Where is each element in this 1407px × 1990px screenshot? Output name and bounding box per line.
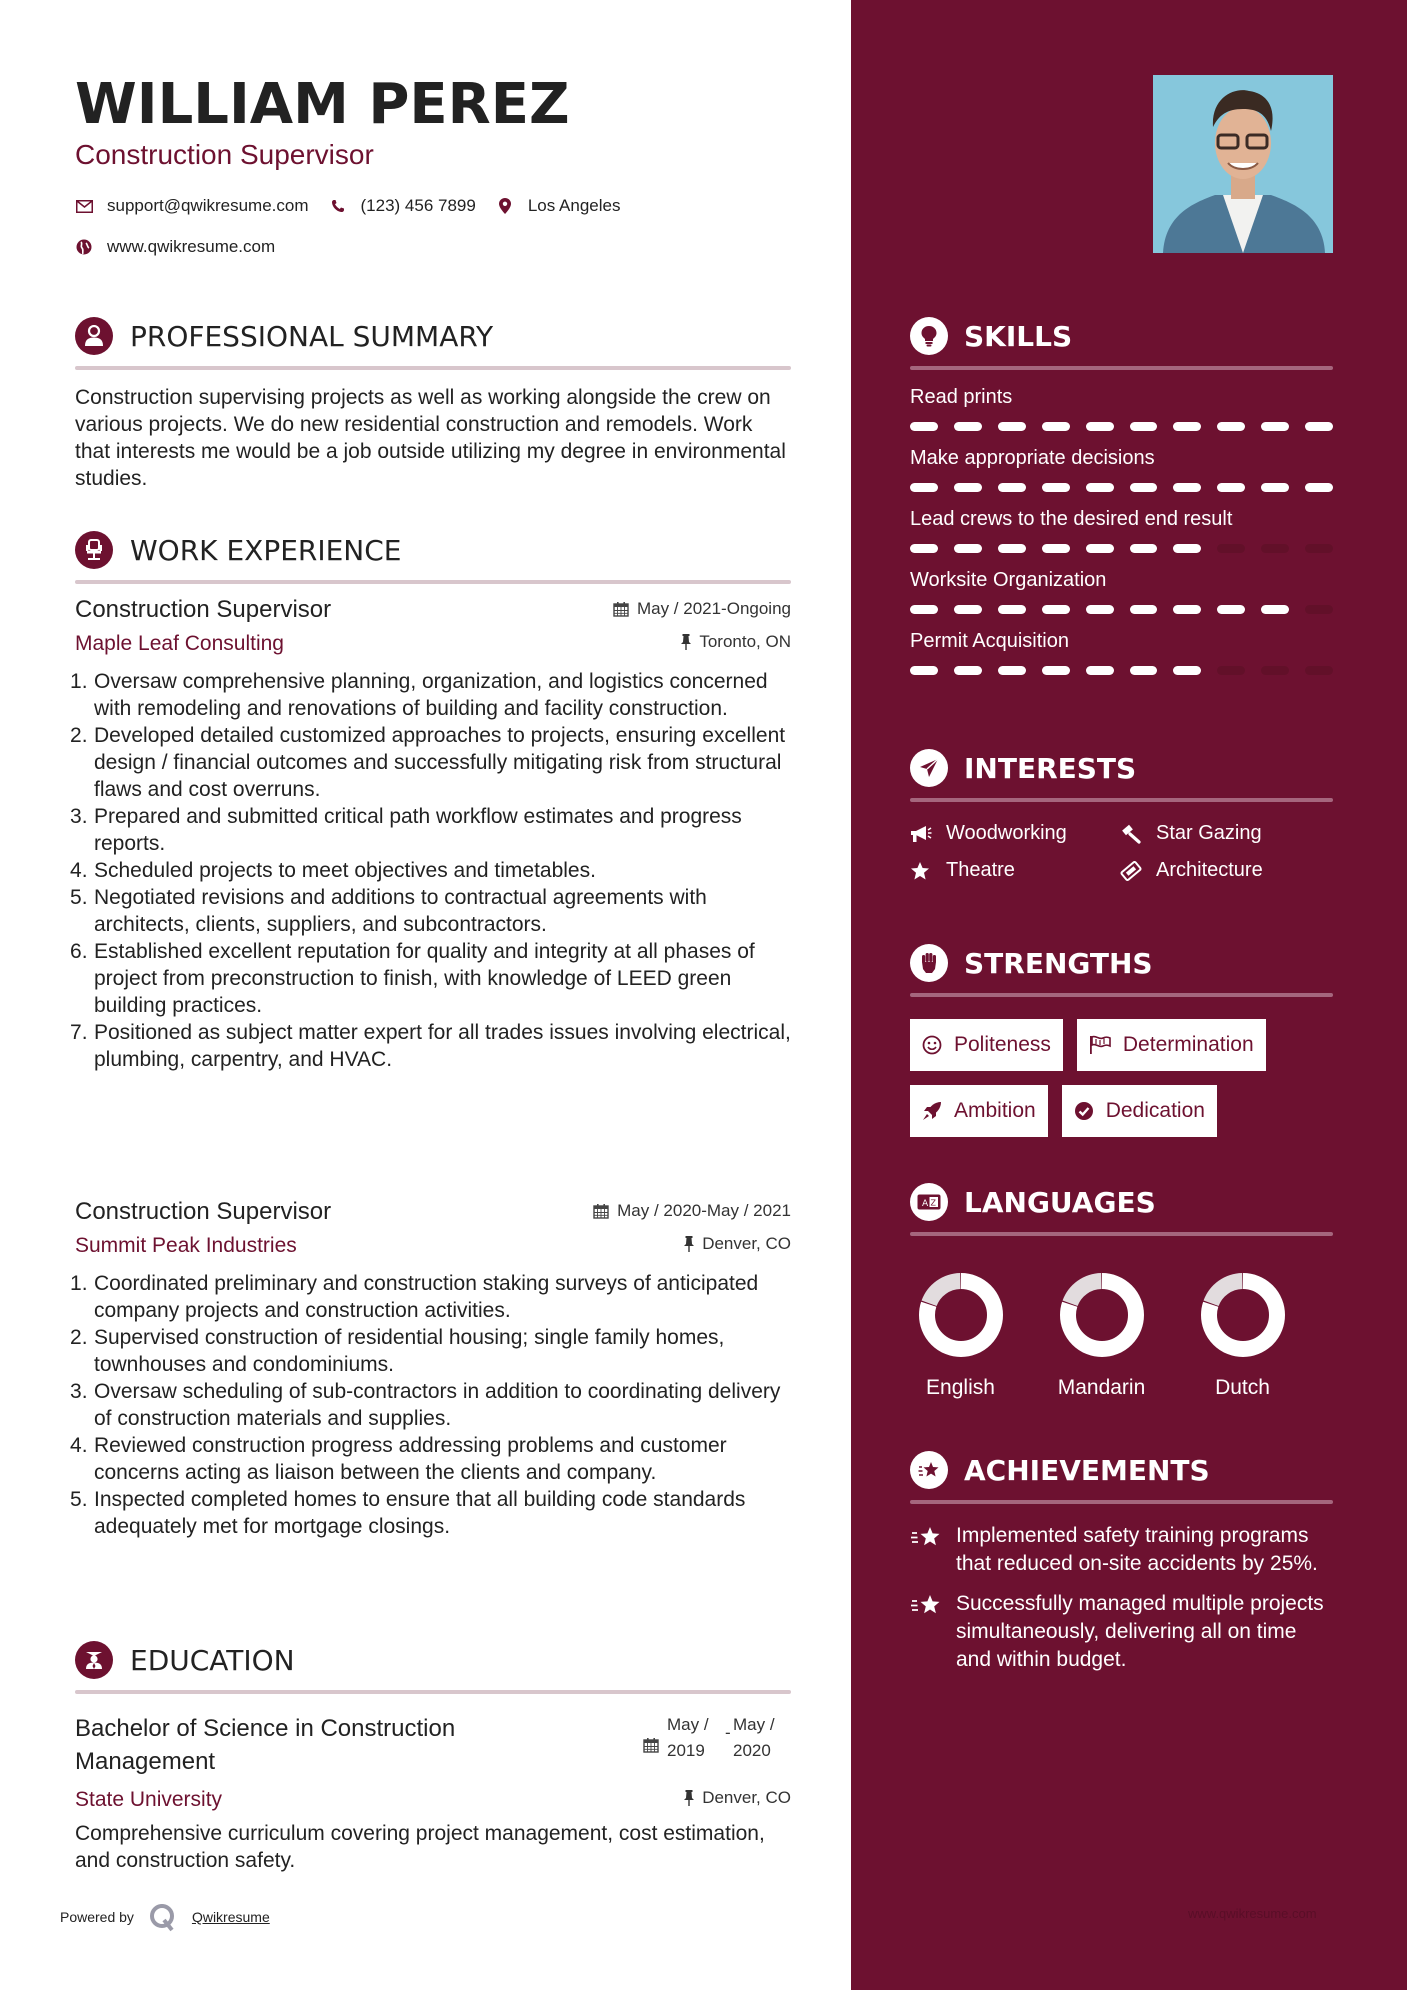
section-divider [910,1232,1333,1236]
location-text: Los Angeles [527,196,621,215]
watermark: www.qwikresume.com [1188,1906,1317,1921]
ticket-icon [1120,861,1144,881]
section-achievements [910,1448,1333,1674]
job-entry [75,596,791,1073]
skill-name: Permit Acquisition [910,630,1069,652]
check-circle-icon [1074,1101,1094,1121]
rating-dash-filled [1217,422,1245,431]
degree-title: Bachelor of Science in Construction Management [75,1715,456,1775]
strength-chip: Determination [1077,1019,1266,1071]
skill-item [910,445,1333,492]
languages-list [910,1272,1333,1400]
section-education [75,1638,791,1874]
job-entry [75,1198,791,1540]
strength-chip: Politeness [910,1019,1063,1071]
skill-name: Make appropriate decisions [910,447,1155,469]
rating-dash-empty [1305,666,1333,675]
language-item [1031,1272,1172,1400]
strengths-list [910,1019,1333,1137]
powered-by-footer: Powered by Qwikresume [60,1902,270,1932]
section-title: SKILLS [964,319,1073,353]
shooting-star-icon [910,1590,942,1674]
calendar-icon [643,1737,659,1753]
pushpin-icon [684,1790,694,1806]
rating-dash-filled [910,483,938,492]
job-title: Construction Supervisor [75,596,332,623]
rating-dash-filled [1130,605,1158,614]
graduate-icon [75,1641,113,1679]
skill-name: Lead crews to the desired end result [910,508,1233,530]
globe-icon [75,238,93,256]
rating-dash-filled [910,605,938,614]
rating-dash-filled [1042,483,1070,492]
pushpin-icon [684,1236,694,1252]
rating-dash-filled [998,605,1026,614]
bullet-item: Positioned as subject matter expert for all trades issues involving electrical, plumbing, carpentry, and HVAC. [94,1021,791,1071]
job-title: Construction Supervisor [75,1198,332,1225]
section-title: WORK EXPERIENCE [130,533,402,567]
skill-rating-bar [910,605,1333,614]
rating-dash-empty [1261,666,1289,675]
job-bullets [75,1270,791,1540]
section-interests [910,746,1333,882]
language-donut-chart [1200,1272,1286,1358]
contact-row-primary [75,194,640,218]
skill-item [910,384,1333,431]
achievement-item: Successfully managed multiple projects simultaneously, delivering all on time and within budget. [910,1590,1333,1674]
website-link[interactable]: www.qwikresume.com [107,237,276,256]
fist-icon [910,944,948,982]
bullet-item: Supervised construction of residential housing; single family homes, townhouses and condominiums. [94,1326,725,1376]
rocket-icon [922,1101,942,1121]
section-title: ACHIEVEMENTS [964,1453,1210,1487]
language-item [890,1272,1031,1400]
shooting-star-icon [910,1451,948,1489]
shooting-star-icon [910,1522,942,1578]
rating-dash-filled [1086,422,1114,431]
gavel-icon [1120,824,1144,844]
job-location: Denver, CO [684,1234,791,1254]
rating-dash-filled [910,544,938,553]
bullet-item: Oversaw scheduling of sub-contractors in addition to coordinating delivery of construction materials and supplies. [94,1380,781,1430]
rating-dash-filled [1086,483,1114,492]
achievement-item: Implemented safety training programs that reduced on-site accidents by 25%. [910,1522,1333,1578]
candidate-role: Construction Supervisor [75,139,374,170]
skill-rating-bar [910,483,1333,492]
rating-dash-filled [1305,483,1333,492]
strength-chip: Dedication [1062,1085,1217,1137]
skill-name: Read prints [910,386,1013,408]
rating-dash-filled [1086,544,1114,553]
section-professional-summary [75,314,791,492]
smile-icon [922,1035,942,1055]
office-chair-icon [75,531,113,569]
job-date: May / 2020-May / 2021 [593,1201,791,1221]
section-divider [910,798,1333,802]
rating-dash-filled [1042,544,1070,553]
rating-dash-filled [1173,422,1201,431]
language-donut-chart [1059,1272,1145,1358]
rating-dash-filled [1086,666,1114,675]
company-name: Maple Leaf Consulting [75,632,284,655]
bullet-item: Coordinated preliminary and construction staking surveys of anticipated company projects and construction activities. [94,1272,759,1322]
rating-dash-empty [1217,544,1245,553]
skill-item [910,506,1333,553]
rating-dash-filled [1173,544,1201,553]
paper-plane-icon [910,749,948,787]
rating-dash-filled [1217,483,1245,492]
phone-text: (123) 456 7899 [360,196,476,215]
language-item [1172,1272,1313,1400]
skill-item [910,567,1333,614]
rating-dash-filled [954,666,982,675]
section-divider [910,1500,1333,1504]
rating-dash-filled [1173,666,1201,675]
rating-dash-filled [998,422,1026,431]
user-icon [75,317,113,355]
rating-dash-filled [1261,483,1289,492]
skill-rating-bar [910,422,1333,431]
qwikresume-logo-icon [148,1902,178,1932]
education-dates: May / 2019 - May / 2020 [643,1712,791,1778]
company-name: Summit Peak Industries [75,1234,297,1257]
section-title: INTERESTS [964,751,1137,785]
rating-dash-filled [954,544,982,553]
skill-item [910,628,1333,675]
summary-text: Construction supervising projects as well as working alongside the crew on various projects. We do new residential construction and remodels. Work that interests me would be a job outside utilizing my degree in environmental studies. [75,386,786,490]
language-name: Dutch [1215,1376,1270,1399]
section-work-experience [75,528,791,584]
interest-item: Woodworking [910,822,1120,845]
rating-dash-filled [1261,605,1289,614]
section-divider [75,366,791,370]
job-date: May / 2021-Ongoing [613,599,791,619]
rating-dash-filled [954,605,982,614]
skill-rating-bar [910,666,1333,675]
section-title: LANGUAGES [964,1185,1156,1219]
rating-dash-empty [1261,544,1289,553]
rating-dash-filled [1217,605,1245,614]
section-divider [910,993,1333,997]
qwikresume-link[interactable]: Qwikresume [191,1909,270,1925]
bullet-item: Prepared and submitted critical path workflow estimates and progress reports. [94,805,742,855]
bullet-item: Inspected completed homes to ensure that all building code standards adequately met for mortgage closings. [94,1488,746,1538]
rating-dash-filled [1305,422,1333,431]
bullet-item: Reviewed construction progress addressing problems and customer concerns acting as liaison between the clients and company. [94,1434,727,1484]
flag-icon [1089,1035,1111,1055]
strength-chip: Ambition [910,1085,1048,1137]
pushpin-icon [681,634,691,650]
section-skills [910,314,1333,675]
job-location: Toronto, ON [681,632,791,652]
rating-dash-filled [1173,483,1201,492]
language-name: English [926,1376,995,1399]
school-location: Denver, CO [684,1788,791,1808]
rating-dash-filled [1042,422,1070,431]
section-divider [910,366,1333,370]
star-icon [910,861,934,881]
rating-dash-filled [910,666,938,675]
bullet-item: Developed detailed customized approaches to projects, ensuring excellent design / financial outcomes and successfully mitigating risk from structural flaws and cost overruns. [94,724,786,801]
bullet-item: Oversaw comprehensive planning, organization, and logistics concerned with remodeling and renovations of building and facility construction. [94,670,768,720]
school-name: State University [75,1788,223,1811]
section-divider [75,580,791,584]
job-bullets [75,668,791,1073]
rating-dash-filled [1130,666,1158,675]
bullet-item: Negotiated revisions and additions to contractual agreements with architects, clients, suppliers, and subcontractors. [94,886,707,936]
skill-rating-bar [910,544,1333,553]
interests-list [910,822,1333,882]
rating-dash-empty [1217,666,1245,675]
rating-dash-filled [998,483,1026,492]
megaphone-icon [910,825,934,843]
interest-item: Architecture [1120,859,1330,882]
section-languages [910,1180,1333,1400]
section-title: EDUCATION [130,1643,295,1677]
email-link[interactable]: support@qwikresume.com [107,196,309,215]
contact-row-secondary [75,235,295,259]
rating-dash-filled [998,544,1026,553]
candidate-name: WILLIAM PEREZ [75,72,570,137]
rating-dash-filled [998,666,1026,675]
section-strengths [910,941,1333,1137]
translate-icon [910,1183,948,1221]
bullet-item: Scheduled projects to meet objectives and timetables. [94,859,596,882]
calendar-icon [613,601,629,617]
envelope-icon [75,197,93,215]
interest-item: Theatre [910,859,1120,882]
language-name: Mandarin [1057,1376,1146,1399]
rating-dash-filled [1130,422,1158,431]
interest-item: Star Gazing [1120,822,1330,845]
rating-dash-empty [1305,544,1333,553]
bullet-item: Established excellent reputation for quality and integrity at all phases of project from preconstruction to finish, with knowledge of LEED green building practices. [94,940,755,1017]
svg-text:Z: Z [930,1198,936,1208]
phone-icon [329,197,347,215]
rating-dash-empty [1305,605,1333,614]
section-divider [75,1690,791,1694]
lightbulb-icon [910,317,948,355]
rating-dash-filled [910,422,938,431]
skill-name: Worksite Organization [910,569,1107,591]
svg-text:A: A [922,1199,929,1209]
rating-dash-filled [1086,605,1114,614]
rating-dash-filled [1261,422,1289,431]
rating-dash-filled [1130,483,1158,492]
profile-photo [1153,75,1333,253]
rating-dash-filled [1173,605,1201,614]
rating-dash-filled [1042,666,1070,675]
calendar-icon [593,1203,609,1219]
rating-dash-filled [954,422,982,431]
section-title: STRENGTHS [964,946,1153,980]
rating-dash-filled [1130,544,1158,553]
location-pin-icon [496,197,514,215]
rating-dash-filled [954,483,982,492]
section-title: PROFESSIONAL SUMMARY [130,319,494,353]
education-description: Comprehensive curriculum covering project management, cost estimation, and construction safety. [75,1822,765,1872]
rating-dash-filled [1042,605,1070,614]
language-donut-chart [918,1272,1004,1358]
